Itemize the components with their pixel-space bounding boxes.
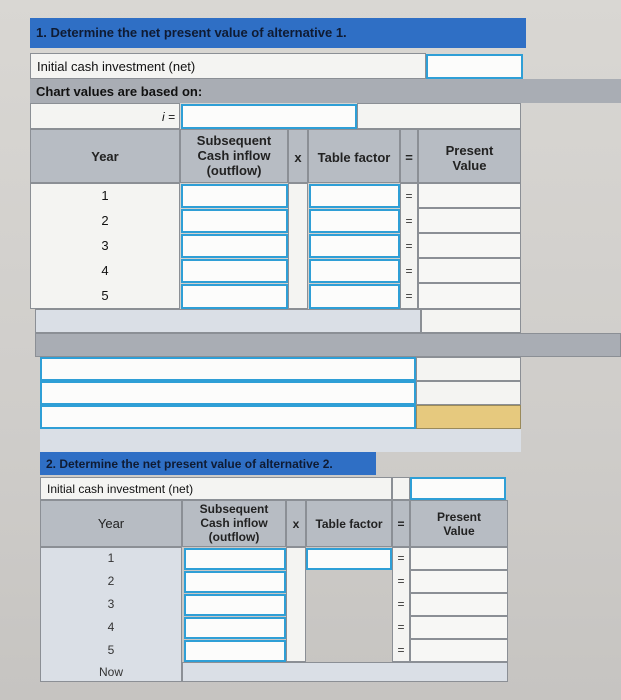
pv2-cell-2[interactable] [410,570,508,593]
equals-cell-1: = [405,189,413,203]
blank-row-pv[interactable] [421,309,521,333]
equals2-cell-1: = [397,551,405,565]
equals2-cell-2: = [397,574,405,588]
year-cell-1: 1 [101,188,109,203]
header-year-text: Year [91,149,119,164]
year2-cell-5: 5 [107,643,115,657]
table-factor-input-2[interactable] [309,209,400,233]
header-cash-inflow [180,129,288,183]
interest-rate-spacer [357,103,521,129]
header2-present-value [410,500,508,547]
pv-cell-5[interactable] [418,283,521,309]
pv2-cell-5[interactable] [410,639,508,662]
cash-inflow-input-2[interactable] [181,209,288,233]
header-pv-line2: Value [452,158,487,173]
equals-cell-5: = [405,289,413,303]
summary-value-1[interactable] [416,357,521,381]
cash-inflow-input-3[interactable] [181,234,288,258]
pv-cell-1[interactable] [418,183,521,208]
pv-cell-2[interactable] [418,208,521,233]
cash-inflow2-input-2[interactable] [184,571,286,593]
initial-investment-label-2: Initial cash investment (net) [40,477,392,500]
multiply-column-bg [288,183,308,309]
subtotal-header-row [35,333,621,357]
header2-cash-line3: (outflow) [208,530,260,544]
section1-title: 1. Determine the net present value of alternative 1. [30,18,526,48]
header-multiply-text: x [294,150,302,165]
year2-cell-4: 4 [107,620,115,634]
header2-multiply-text: x [292,517,300,531]
table-factor-input-5[interactable] [309,284,400,309]
header2-year [40,500,182,547]
year-cell-4: 4 [101,263,109,278]
summary-input-3[interactable] [40,405,416,429]
summary-input-1[interactable] [40,357,416,381]
year-cell-3: 3 [101,238,109,253]
header-multiply [288,129,308,183]
equals2-cell-5: = [397,643,405,657]
table-factor-input-4[interactable] [309,259,400,283]
pv-cell-3[interactable] [418,233,521,258]
table-factor-input-1[interactable] [309,184,400,208]
initial-investment-input[interactable] [426,54,523,79]
header2-pv-line2: Value [443,524,475,538]
pv-cell-4[interactable] [418,258,521,283]
header2-equals [392,500,410,547]
equals2-cell-3: = [397,597,405,611]
header-cash-line2: Cash inflow [197,148,271,163]
header-pv-line1: Present [445,143,494,158]
initial-investment-spacer-2 [392,477,410,500]
header2-table-factor-text: Table factor [315,517,383,531]
pv2-cell-3[interactable] [410,593,508,616]
cash-inflow2-input-3[interactable] [184,594,286,616]
cash-inflow-input-4[interactable] [181,259,288,283]
header2-table-factor [306,500,392,547]
header2-year-text: Year [97,516,125,531]
equals-cell-4: = [405,264,413,278]
equals-cell-3: = [405,239,413,253]
header2-cash-inflow [182,500,286,547]
equals-cell-2: = [405,214,413,228]
year-cell-2: 2 [101,213,109,228]
header-present-value [418,129,521,183]
year2-cell-1: 1 [107,551,115,565]
header2-cash-line1: Subsequent [199,502,269,516]
header2-equals-text: = [397,517,405,531]
section-spacer [40,429,521,452]
cash-inflow2-input-5[interactable] [184,640,286,662]
year2-cell-now: Now [98,665,123,679]
cash-inflow-input-5[interactable] [181,284,288,309]
header-table-factor [308,129,400,183]
header2-pv-line1: Present [436,510,482,524]
header-year [30,129,180,183]
interest-rate-label: i = [30,103,180,129]
cash-inflow2-input-4[interactable] [184,617,286,639]
header-table-factor-text: Table factor [317,150,391,165]
year-cell-5: 5 [101,288,109,303]
cash-inflow-input-1[interactable] [181,184,288,208]
pv2-cell-1[interactable] [410,547,508,570]
now-row-bg [182,662,508,682]
year2-cell-2: 2 [107,574,115,588]
header-cash-line3: (outflow) [206,163,262,178]
chart-values-label: Chart values are based on: [30,79,621,103]
table-factor-input-3[interactable] [309,234,400,258]
multiply2-column-bg [286,547,306,662]
interest-rate-input[interactable] [181,104,357,129]
initial-investment-input-2[interactable] [410,477,506,500]
table-factor2-input-1[interactable] [306,548,392,570]
net-present-value-result-1[interactable] [416,405,521,429]
header-equals [400,129,418,183]
header2-multiply [286,500,306,547]
equals2-cell-4: = [397,620,405,634]
pv2-cell-4[interactable] [410,616,508,639]
year2-cell-3: 3 [107,597,115,611]
header-equals-text: = [405,150,413,165]
initial-investment-label: Initial cash investment (net) [30,53,426,79]
summary-value-2[interactable] [416,381,521,405]
section2-title: 2. Determine the net present value of alternative 2. [40,452,376,475]
cash-inflow2-input-1[interactable] [184,548,286,570]
blank-row-left [35,309,421,333]
header-cash-line1: Subsequent [196,133,272,148]
summary-input-2[interactable] [40,381,416,405]
header2-cash-line2: Cash inflow [200,516,268,530]
